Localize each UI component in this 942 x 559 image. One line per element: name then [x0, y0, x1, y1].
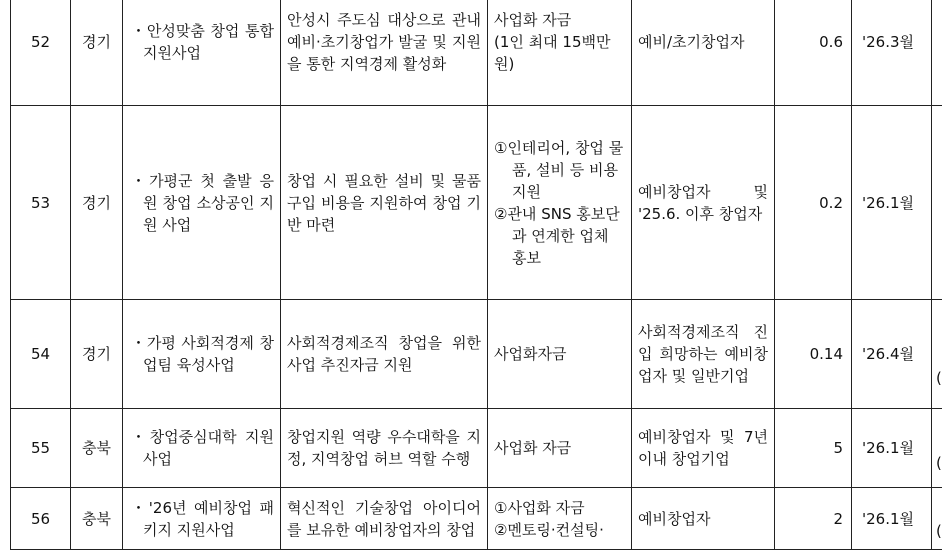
support-item: ①사업화 자금 — [494, 498, 585, 517]
target-applicant-text: 예비창업자 및 7년 이내 창업기업 — [638, 428, 768, 468]
next-column-fragment — [932, 300, 942, 409]
support-item: ②멘토링·컨설팅· — [494, 520, 604, 539]
program-content-text: 사회적경제조직 창업을 위한 사업 추진자금 지원 — [287, 334, 481, 374]
program-name — [123, 488, 281, 550]
support-item: ①인테리어, 창업 물품, 설비 등 비용 지원 — [494, 138, 624, 201]
budget-value: 5 — [775, 409, 852, 488]
target-applicant-text: 예비창업자 및 '25.6. 이후 창업자 — [638, 182, 768, 223]
support-item: (1인 최대 15백만원) — [494, 33, 611, 73]
program-content-text: 창업지원 역량 우수대학을 지정, 지역창업 허브 역할 수행 — [287, 428, 481, 468]
next-column-fragment — [932, 0, 942, 106]
program-name-text: ・가평군 첫 출발 응원 창업 소상공인 지원 사업 — [131, 171, 274, 234]
budget-value: 0.14 — [775, 300, 852, 409]
announce-date: '26.3월 — [852, 0, 932, 106]
program-content — [281, 300, 488, 409]
fragment-text: ( — [936, 521, 942, 540]
support-item: 사업화자금 — [494, 345, 567, 363]
target-applicant — [632, 300, 775, 409]
target-applicant — [632, 0, 775, 106]
row-number: 53 — [11, 106, 71, 300]
target-applicant — [632, 409, 775, 488]
program-table — [10, 0, 942, 550]
table-row — [11, 0, 942, 106]
budget-value: 0.2 — [775, 106, 852, 300]
target-applicant — [632, 488, 775, 550]
support-details — [488, 0, 632, 106]
program-content-text: 혁신적인 기술창업 아이디어를 보유한 예비창업자의 창업 — [287, 498, 481, 539]
next-column-fragment — [932, 409, 942, 488]
table-row — [11, 488, 942, 550]
region: 충북 — [71, 409, 123, 488]
target-applicant — [632, 106, 775, 300]
target-applicant-text: 예비/초기창업자 — [638, 33, 745, 51]
program-name-text: ・가평 사회적경제 창업팀 육성사업 — [131, 334, 274, 374]
program-name-text: ・창업중심대학 지원사업 — [131, 428, 274, 468]
program-content-text: 창업 시 필요한 설비 및 물품 구입 비용을 지원하여 창업 기반 마련 — [287, 171, 481, 234]
support-item: 사업화 자금 — [494, 11, 572, 29]
table-row — [11, 409, 942, 488]
target-applicant-text: 예비창업자 — [638, 509, 711, 528]
row-number: 52 — [11, 0, 71, 106]
support-details — [488, 488, 632, 550]
region: 충북 — [71, 488, 123, 550]
table-row — [11, 300, 942, 409]
region: 경기 — [71, 300, 123, 409]
announce-date: '26.1월 — [852, 488, 932, 550]
next-column-fragment — [932, 106, 942, 300]
row-number: 55 — [11, 409, 71, 488]
program-name-text: ・'26년 예비창업 패키지 지원사업 — [131, 498, 274, 539]
support-details — [488, 409, 632, 488]
fragment-text: ( — [936, 454, 942, 472]
support-item: ②관내 SNS 홍보단과 연계한 업체 홍보 — [494, 204, 620, 267]
row-number: 54 — [11, 300, 71, 409]
budget-value: 2 — [775, 488, 852, 550]
target-applicant-text: 사회적경제조직 진입 희망하는 예비창업자 및 일반기업 — [638, 323, 768, 385]
budget-value: 0.6 — [775, 0, 852, 106]
table-body — [11, 0, 942, 550]
program-name-text: ・안성맞춤 창업 통합지원사업 — [131, 22, 274, 62]
program-content-text: 안성시 주도심 대상으로 관내 예비·초기창업가 발굴 및 지원을 통한 지역경제 활성화 — [287, 11, 481, 73]
next-column-fragment — [932, 488, 942, 550]
program-content — [281, 409, 488, 488]
region: 경기 — [71, 106, 123, 300]
program-content — [281, 0, 488, 106]
program-name — [123, 0, 281, 106]
announce-date: '26.4월 — [852, 300, 932, 409]
program-name — [123, 106, 281, 300]
support-item: 사업화 자금 — [494, 439, 572, 457]
program-name — [123, 300, 281, 409]
announce-date: '26.1월 — [852, 106, 932, 300]
support-details — [488, 106, 632, 300]
fragment-text: ( — [936, 369, 942, 387]
announce-date: '26.1월 — [852, 409, 932, 488]
region: 경기 — [71, 0, 123, 106]
program-content — [281, 106, 488, 300]
program-content — [281, 488, 488, 550]
program-name — [123, 409, 281, 488]
support-details — [488, 300, 632, 409]
row-number: 56 — [11, 488, 71, 550]
table-row — [11, 106, 942, 300]
